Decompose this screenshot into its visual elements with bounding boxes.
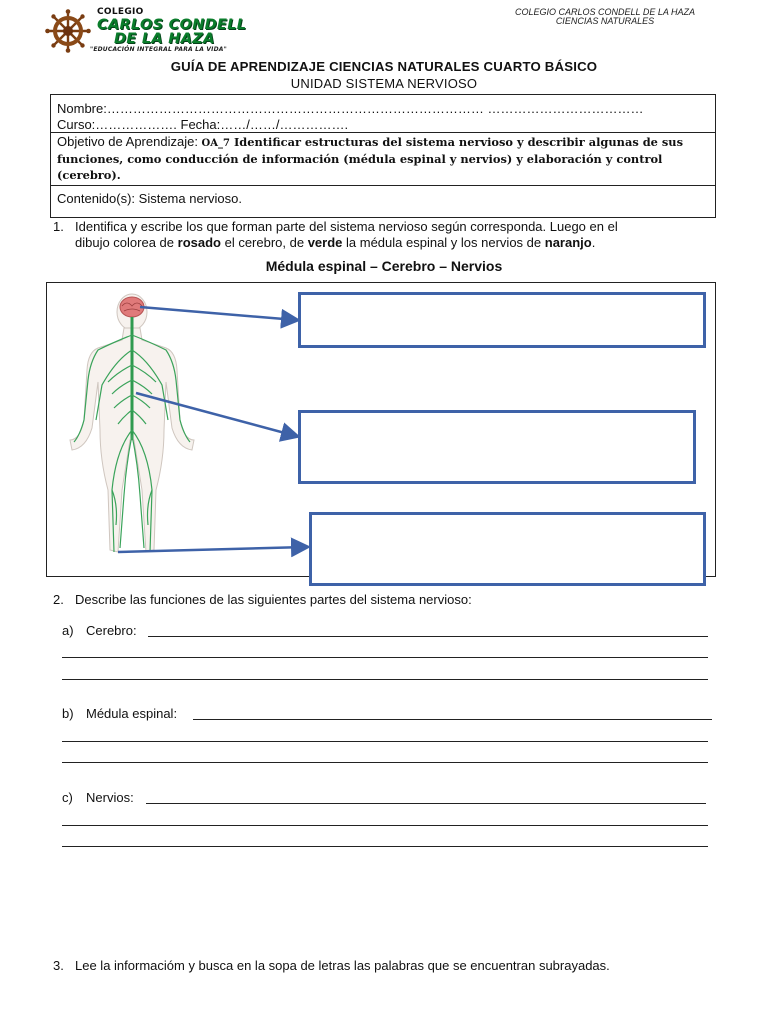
- item-text: Cerebro:: [86, 623, 137, 638]
- logo-name-line1: CARLOS CONDELL: [97, 17, 247, 33]
- answer-box-spinal-cord[interactable]: [298, 410, 696, 484]
- logo-school-label: COLEGIO: [97, 7, 144, 17]
- question-2-text: Describe las funciones de las siguientes partes del sistema nervioso:: [75, 592, 472, 607]
- question-1: [53, 219, 717, 235]
- page-subtitle: UNIDAD SISTEMA NERVIOSO: [290, 76, 478, 91]
- question-number: 1.: [53, 219, 64, 234]
- corner-school-name: COLEGIO CARLOS CONDELL DE LA HAZA: [514, 7, 696, 17]
- learning-objective: [57, 134, 711, 183]
- question-3-text: Lee la informacióm y busca en la sopa de letras las palabras que se encuentran subrayadas.: [75, 958, 610, 973]
- item-text: Nervios:: [86, 790, 134, 805]
- answer-line[interactable]: [62, 762, 708, 763]
- objective-text: Identificar estructuras del sistema nervioso y describir algunas de sus funciones, como conducción de información (médula espinal y nervios) y elaboración y control (cerebro).: [57, 135, 683, 182]
- color-verde: verde: [307, 235, 343, 250]
- student-info-table: [50, 94, 716, 218]
- item-text: Médula espinal:: [86, 706, 178, 721]
- corner-subject: CIENCIAS NATURALES: [555, 16, 655, 26]
- table-divider: [51, 132, 715, 133]
- answer-box-nerves[interactable]: [309, 512, 706, 586]
- item-label: c): [62, 790, 73, 805]
- item-label: a): [62, 623, 74, 638]
- q2-item-a: [62, 623, 137, 638]
- answer-line[interactable]: [62, 825, 708, 826]
- answer-line[interactable]: [146, 803, 706, 804]
- answer-line[interactable]: [62, 657, 708, 658]
- objective-code: OA_7: [201, 138, 230, 149]
- curso-fecha-field[interactable]: Curso:………………. Fecha:……/……/…………….: [57, 117, 349, 132]
- answer-line[interactable]: [62, 679, 708, 680]
- logo-name-line2: DE LA HAZA: [114, 31, 215, 47]
- question-3: [53, 958, 753, 974]
- question-1-text: Identifica y escribe los que forman parte del sistema nervioso según corresponda. Luego en el: [75, 219, 618, 234]
- objective-label: Objetivo de Aprendizaje:: [57, 134, 202, 149]
- answer-box-brain[interactable]: [298, 292, 706, 348]
- answer-line[interactable]: [62, 741, 708, 742]
- color-naranjo: naranjo: [544, 235, 592, 250]
- answer-line[interactable]: [62, 846, 708, 847]
- q1-text-part: el cerebro, de: [220, 235, 308, 250]
- page-title: GUÍA DE APRENDIZAJE CIENCIAS NATURALES CUARTO BÁSICO: [170, 59, 598, 74]
- answer-line[interactable]: [193, 719, 712, 720]
- question-2: [53, 592, 472, 608]
- question-number: 2.: [53, 592, 64, 607]
- color-rosado: rosado: [177, 235, 221, 250]
- q1-text-part: la médula espinal y los nervios de: [342, 235, 545, 250]
- logo-motto: "EDUCACIÓN INTEGRAL PARA LA VIDA": [90, 46, 227, 53]
- table-divider: [51, 185, 715, 186]
- content-field: Contenido(s): Sistema nervioso.: [57, 191, 242, 206]
- q2-item-b: [62, 706, 177, 721]
- word-bank: Médula espinal – Cerebro – Nervios: [265, 258, 503, 274]
- pointer-arrows: [100, 295, 310, 565]
- nombre-field[interactable]: Nombre:…………………………………………………………………………… ………………………………: [57, 101, 644, 116]
- q1-text-part: .: [591, 235, 596, 250]
- q2-item-c: [62, 790, 134, 805]
- item-label: b): [62, 706, 74, 721]
- question-1-continuation: [75, 235, 595, 250]
- answer-line[interactable]: [148, 636, 708, 637]
- q1-text-part: dibujo colorea de: [75, 235, 178, 250]
- ship-wheel-icon: [44, 9, 92, 53]
- question-number: 3.: [53, 958, 64, 973]
